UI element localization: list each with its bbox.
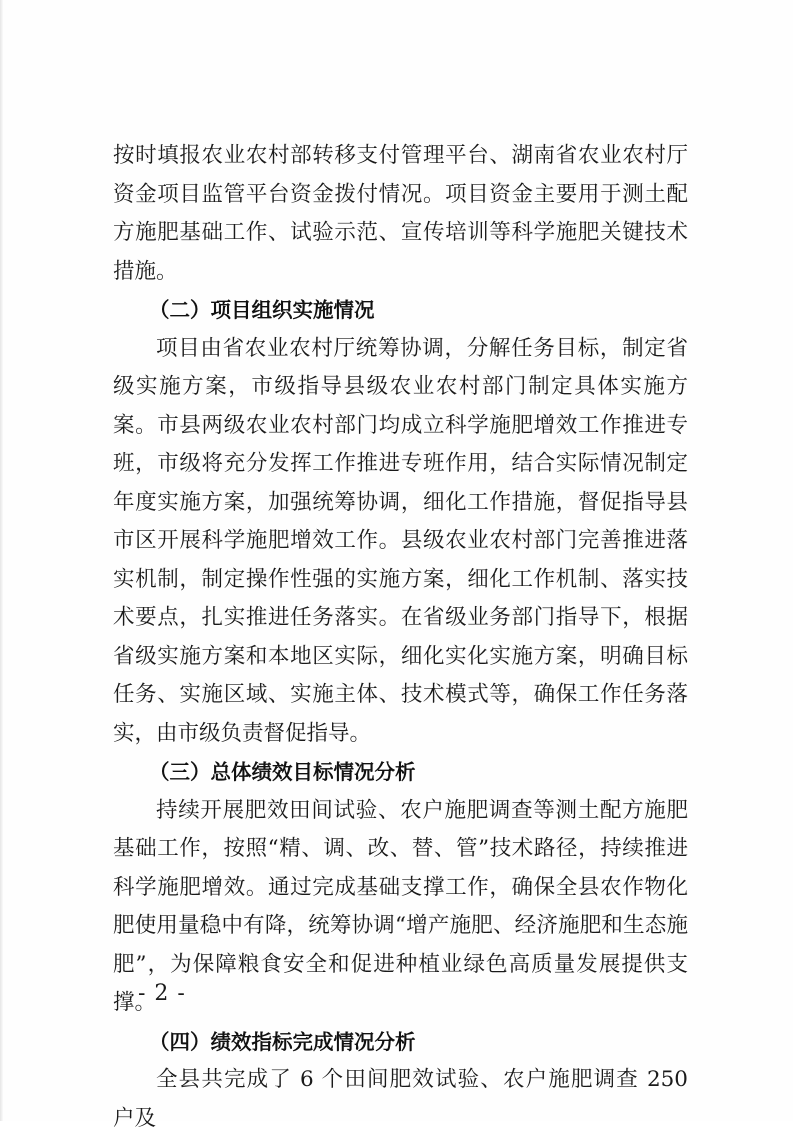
scan-edge-shadow	[0, 0, 3, 1121]
paragraph-project-implementation: 项目由省农业农村厅统筹协调，分解任务目标，制定省级实施方案，市级指导县级农业农村部门制定具体实施方案。市县两级农业农村部门均成立科学施肥增效工作推进专班，市级将充分发挥工作推进专班作用，结合实际情况制定年度实施方案，加强统筹协调，细化工作措施，督促指导县市区开展科学施肥增效工作。县级农业农村部门完善推进落实机制，制定操作性强的实施方案，细化工作机制、落实技术要点，扎实推进任务落实。在省级业务部门指导下，根据省级实施方案和本地区实际，细化实化实施方案，明确目标任务、实施区域、实施主体、技术模式等，确保工作任务落实，由市级负责督促指导。	[113, 335, 688, 746]
paragraph-indicator-completion: 全县共完成了 6 个田间肥效试验、农户施肥调查 250 户及	[113, 1067, 688, 1131]
heading-project-implementation: （二）项目组织实施情况	[149, 298, 375, 322]
heading-overall-performance: （三）总体绩效目标情况分析	[149, 760, 416, 784]
heading-indicator-completion: （四）绩效指标完成情况分析	[149, 1029, 416, 1054]
paragraph-overall-performance: 持续开展肥效田间试验、农户施肥调查等测土配方施肥基础工作，按照“精、调、改、替、管”技术路径，持续推进科学施肥增效。通过完成基础支撑工作，确保全县农作物化肥使用量稳中有降，统筹协调“增产施肥、经济施肥和生态施肥”，为保障粮食安全和促进种植业绿色高质量发展提供支撑。	[113, 797, 688, 1015]
document-body	[113, 137, 688, 1138]
page-number: - 2 -	[138, 981, 186, 1006]
paragraph-funding-usage: 按时填报农业农村部转移支付管理平台、湖南省农业农村厅资金项目监管平台资金拨付情况。项目资金主要用于测土配方施肥基础工作、试验示范、宣传培训等科学施肥关键技术措施。	[113, 143, 688, 284]
